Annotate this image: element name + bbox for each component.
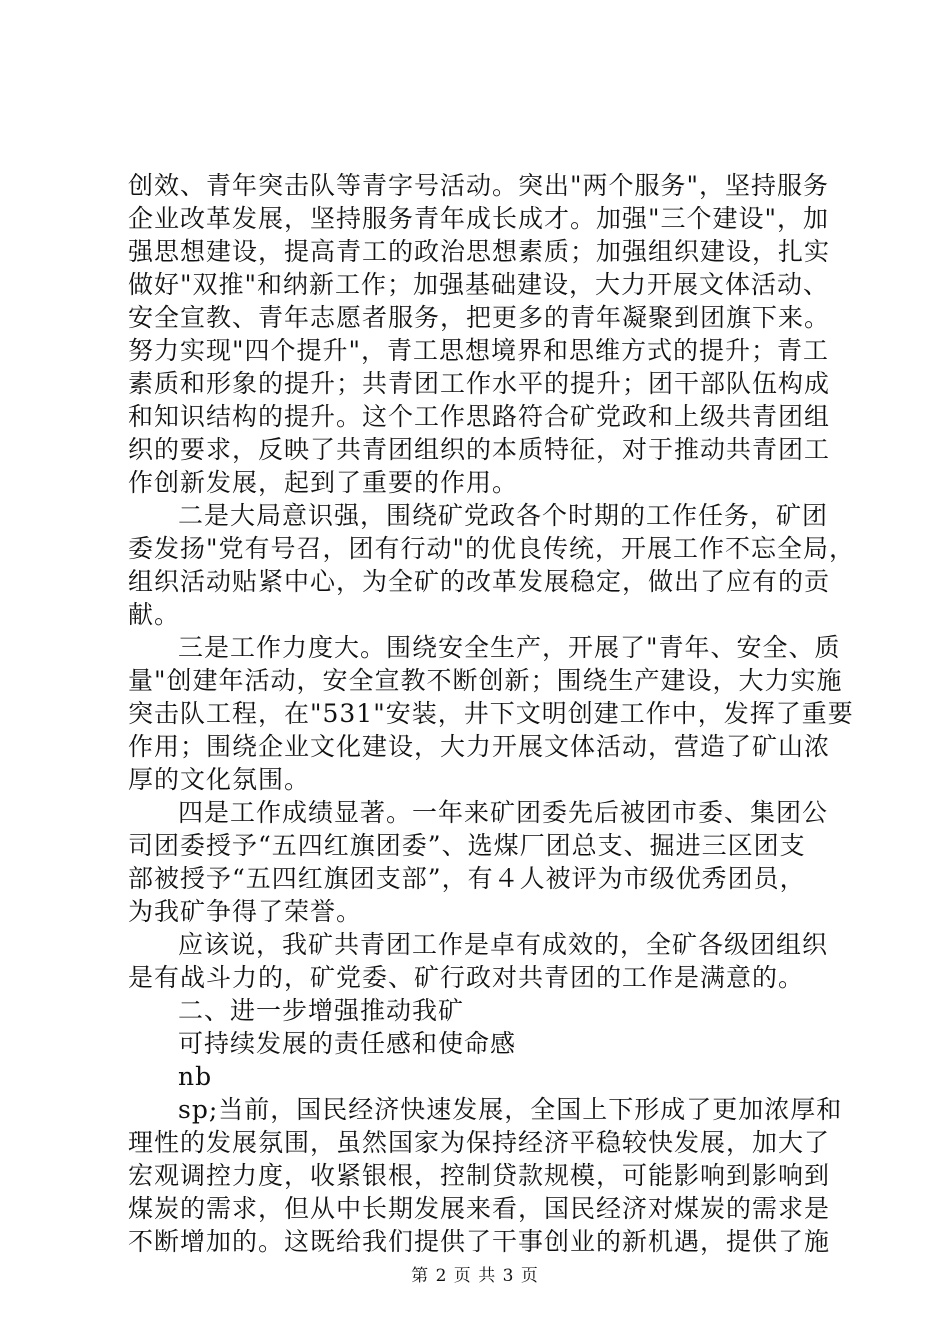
text-line: 创效、青年突击队等青字号活动。突出"两个服务"，坚持服务 [128,171,830,200]
text-line: 理性的发展氛围，虽然国家为保持经济平稳较快发展，加大了 [128,1128,831,1157]
text-line: 宏观调控力度，收紧银根，控制贷款规模，可能影响到影响到 [128,1161,831,1190]
paragraph-start-line: 三是工作力度大。围绕安全生产，开展了"青年、安全、质 [178,633,841,662]
text-line: 量"创建年活动，安全宣教不断创新；围绕生产建设，大力实施 [128,666,843,695]
text-line: sp;当前，国民经济快速发展，全国上下形成了更加浓厚和 [178,1095,843,1124]
section-heading-line: 二、进一步增强推动我矿 [178,996,465,1025]
paragraph-start-line: 二是大局意识强，围绕矿党政各个时期的工作任务，矿团 [178,501,829,530]
text-line: 不断增加的。这既给我们提供了干事创业的新机遇，提供了施 [128,1227,831,1256]
text-line: 组织活动贴紧中心，为全矿的改革发展稳定，做出了应有的贡 [128,567,831,596]
text-line: 为我矿争得了荣誉。 [128,897,363,926]
text-line: 部被授予“五四红旗团支部”，有４人被评为市级优秀团员， [128,864,806,893]
text-line: nb [178,1062,213,1091]
text-line: 和知识结构的提升。这个工作思路符合矿党政和上级共青团组 [128,402,831,431]
section-heading-line: 可持续发展的责任感和使命感 [178,1029,517,1058]
text-line: 司团委授予“五四红旗团委”、选煤厂团总支、掘进三区团支 [128,831,806,860]
paragraph-start-line: 应该说，我矿共青团工作是卓有成效的，全矿各级团组织 [178,930,829,959]
text-line: 作用；围绕企业文化建设，大力开展文体活动，营造了矿山浓 [128,732,831,761]
text-line: 厚的文化氛围。 [128,765,311,794]
text-line: 作创新发展，起到了重要的作用。 [128,468,519,497]
text-line: 献。 [128,600,181,629]
text-line: 企业改革发展，坚持服务青年成长成才。加强"三个建设"，加 [128,204,830,233]
text-line: 委发扬"党有号召，团有行动"的优良传统，开展工作不忘全局， [128,534,856,563]
text-line: 是有战斗力的，矿党委、矿行政对共青团的工作是满意的。 [128,963,805,992]
paragraph-start-line: 四是工作成绩显著。一年来矿团委先后被团市委、集团公 [178,798,829,827]
text-line: 织的要求，反映了共青团组织的本质特征，对于推动共青团工 [128,435,831,464]
text-line: 安全宣教、青年志愿者服务，把更多的青年凝聚到团旗下来。 [128,303,831,332]
text-line: 努力实现"四个提升"，青工思想境界和思维方式的提升；青工 [128,336,830,365]
text-line: 煤炭的需求，但从中长期发展来看，国民经济对煤炭的需求是 [128,1194,831,1223]
text-line: 做好"双推"和纳新工作；加强基础建设，大力开展文体活动、 [128,270,830,299]
text-line: 素质和形象的提升；共青团工作水平的提升；团干部队伍构成 [128,369,831,398]
text-line: 强思想建设，提高青工的政治思想素质；加强组织建设，扎实 [128,237,831,266]
page-footer: 第 2 页 共 3 页 [411,1266,539,1286]
text-line: 突击队工程，在"531"安装，井下文明创建工作中，发挥了重要 [128,699,854,728]
